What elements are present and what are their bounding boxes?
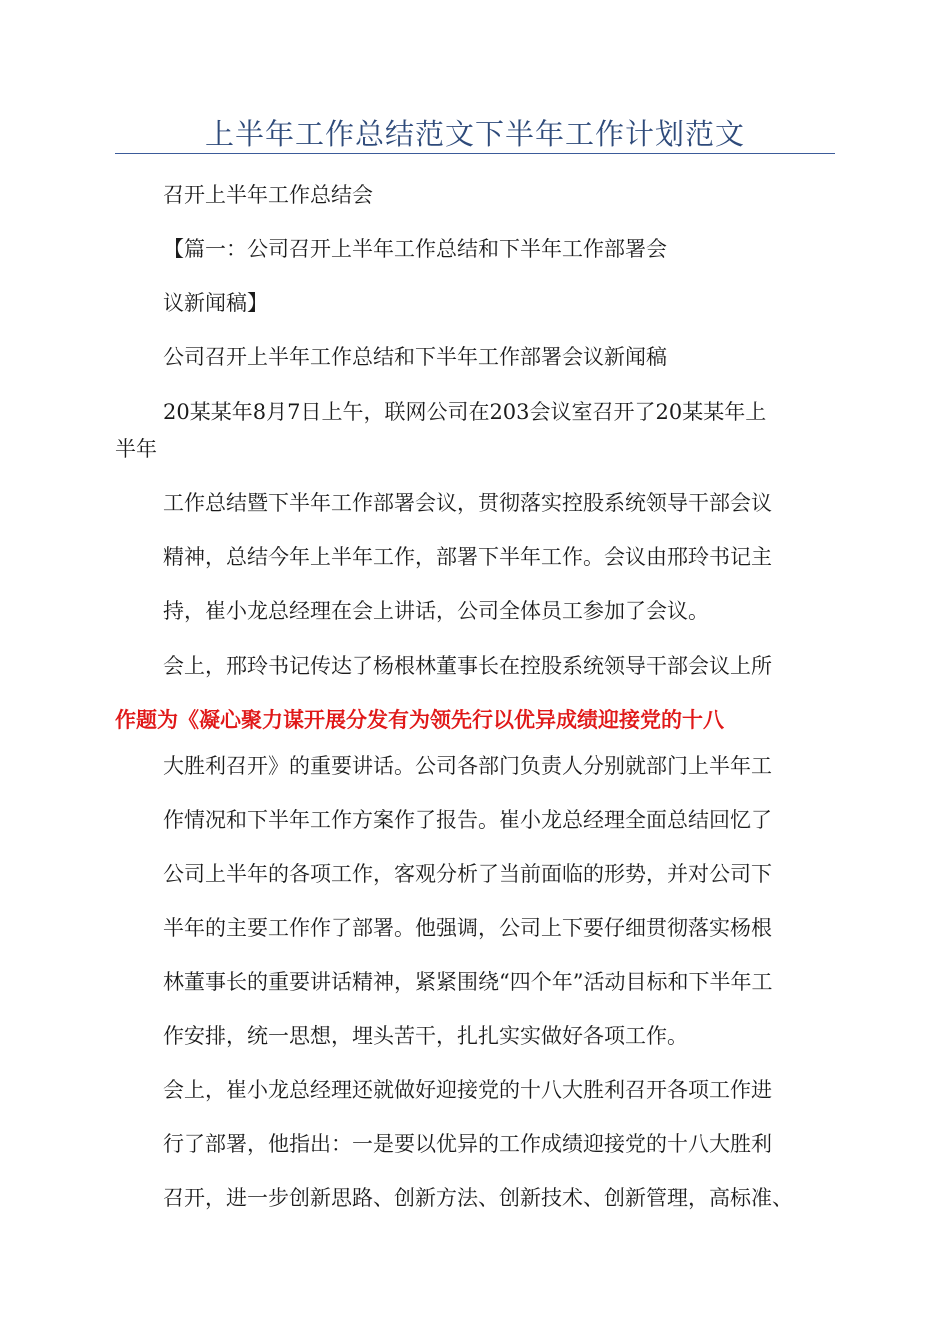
paragraph-line: 行了部署，他指出：一是要以优异的工作成绩迎接党的十八大胜利 xyxy=(163,1132,772,1156)
paragraph-line: 持，崔小龙总经理在会上讲话，公司全体员工参加了会议。 xyxy=(163,599,709,623)
paragraph-line: 公司上半年的各项工作，客观分析了当前面临的形势，并对公司下 xyxy=(163,862,772,886)
paragraph-line: 公司召开上半年工作总结和下半年工作部署会议新闻稿 xyxy=(163,345,667,369)
paragraph-line: 精神，总结今年上半年工作，部署下半年工作。会议由邢玲书记主 xyxy=(163,545,772,569)
paragraph-line: 会上，崔小龙总经理还就做好迎接党的十八大胜利召开各项工作进 xyxy=(163,1078,772,1102)
paragraph-line: 半年的主要工作作了部署。他强调，公司上下要仔细贯彻落实杨根 xyxy=(163,916,772,940)
paragraph-line: 作情况和下半年工作方案作了报告。崔小龙总经理全面总结回忆了 xyxy=(163,808,772,832)
paragraph-line: 半年 xyxy=(115,437,157,461)
paragraph-line: 召开上半年工作总结会 xyxy=(163,183,373,207)
paragraph-line: 大胜利召开》的重要讲话。公司各部门负责人分别就部门上半年工 xyxy=(163,754,772,778)
paragraph-line: 20某某年8月7日上午，联网公司在203会议室召开了20某某年上 xyxy=(163,400,767,424)
highlighted-line: 作题为《凝心聚力谋开展分发有为领先行以优异成绩迎接党的十八 xyxy=(115,708,724,732)
paragraph-line: 作安排，统一思想，埋头苦干，扎扎实实做好各项工作。 xyxy=(163,1024,688,1048)
document-title: 上半年工作总结范文下半年工作计划范文 xyxy=(204,117,745,151)
paragraph-line: 议新闻稿】 xyxy=(163,291,268,315)
paragraph-line: 【篇一：公司召开上半年工作总结和下半年工作部署会 xyxy=(163,237,667,261)
paragraph-line: 工作总结暨下半年工作部署会议，贯彻落实控股系统领导干部会议 xyxy=(163,491,772,515)
paragraph-line: 林董事长的重要讲话精神，紧紧围绕“四个年”活动目标和下半年工 xyxy=(163,970,773,994)
title-underline xyxy=(115,153,835,154)
paragraph-line: 会上，邢玲书记传达了杨根林董事长在控股系统领导干部会议上所 xyxy=(163,654,772,678)
paragraph-line: 召开，进一步创新思路、创新方法、创新技术、创新管理，高标准、 xyxy=(163,1186,793,1210)
